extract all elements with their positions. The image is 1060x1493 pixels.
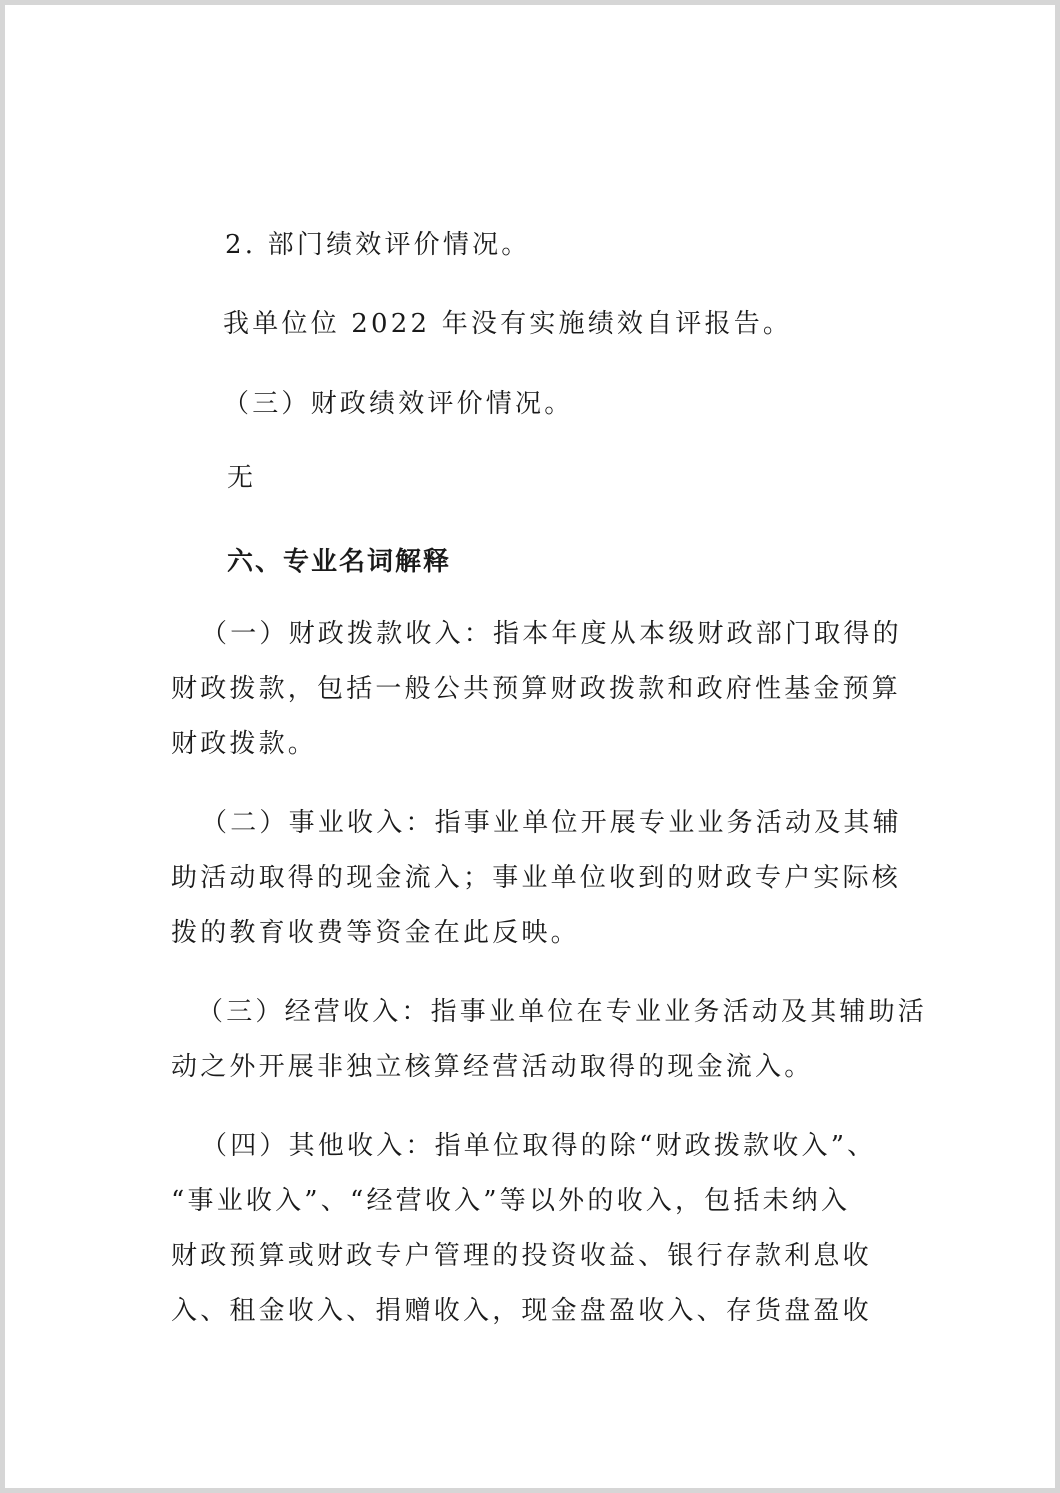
chapter-6-heading: 六、专业名词解释 xyxy=(227,547,452,577)
section-2-body: 我单位位 2022 年没有实施绩效自评报告。 xyxy=(223,309,793,339)
term-3-line: （三）经营收入：指事业单位在专业业务活动及其辅助活 xyxy=(197,997,928,1027)
term-2-line: （二）事业收入：指事业单位开展专业业务活动及其辅 xyxy=(201,808,902,838)
term-2-line: 助活动取得的现金流入；事业单位收到的财政专户实际核 xyxy=(171,863,902,893)
term-3-line: 动之外开展非独立核算经营活动取得的现金流入。 xyxy=(171,1052,814,1082)
term-4-line: “事业收入”、“经营收入”等以外的收入，包括未纳入 xyxy=(171,1186,851,1216)
term-1-line: （一）财政拨款收入：指本年度从本级财政部门取得的 xyxy=(201,619,902,649)
term-1-line: 财政拨款。 xyxy=(171,729,318,759)
section-2-title: 2. 部门绩效评价情况。 xyxy=(225,230,531,260)
section-3-title: （三）财政绩效评价情况。 xyxy=(223,389,574,419)
term-4-line: （四）其他收入：指单位取得的除“财政拨款收入”、 xyxy=(201,1131,877,1161)
section-3-body: 无 xyxy=(227,463,257,493)
term-1-line: 财政拨款，包括一般公共预算财政拨款和政府性基金预算 xyxy=(171,674,902,704)
term-2-line: 拨的教育收费等资金在此反映。 xyxy=(171,918,580,948)
term-4-line: 入、租金收入、捐赠收入，现金盘盈收入、存货盘盈收 xyxy=(171,1296,872,1326)
term-4-line: 财政预算或财政专户管理的投资收益、银行存款利息收 xyxy=(171,1241,872,1271)
